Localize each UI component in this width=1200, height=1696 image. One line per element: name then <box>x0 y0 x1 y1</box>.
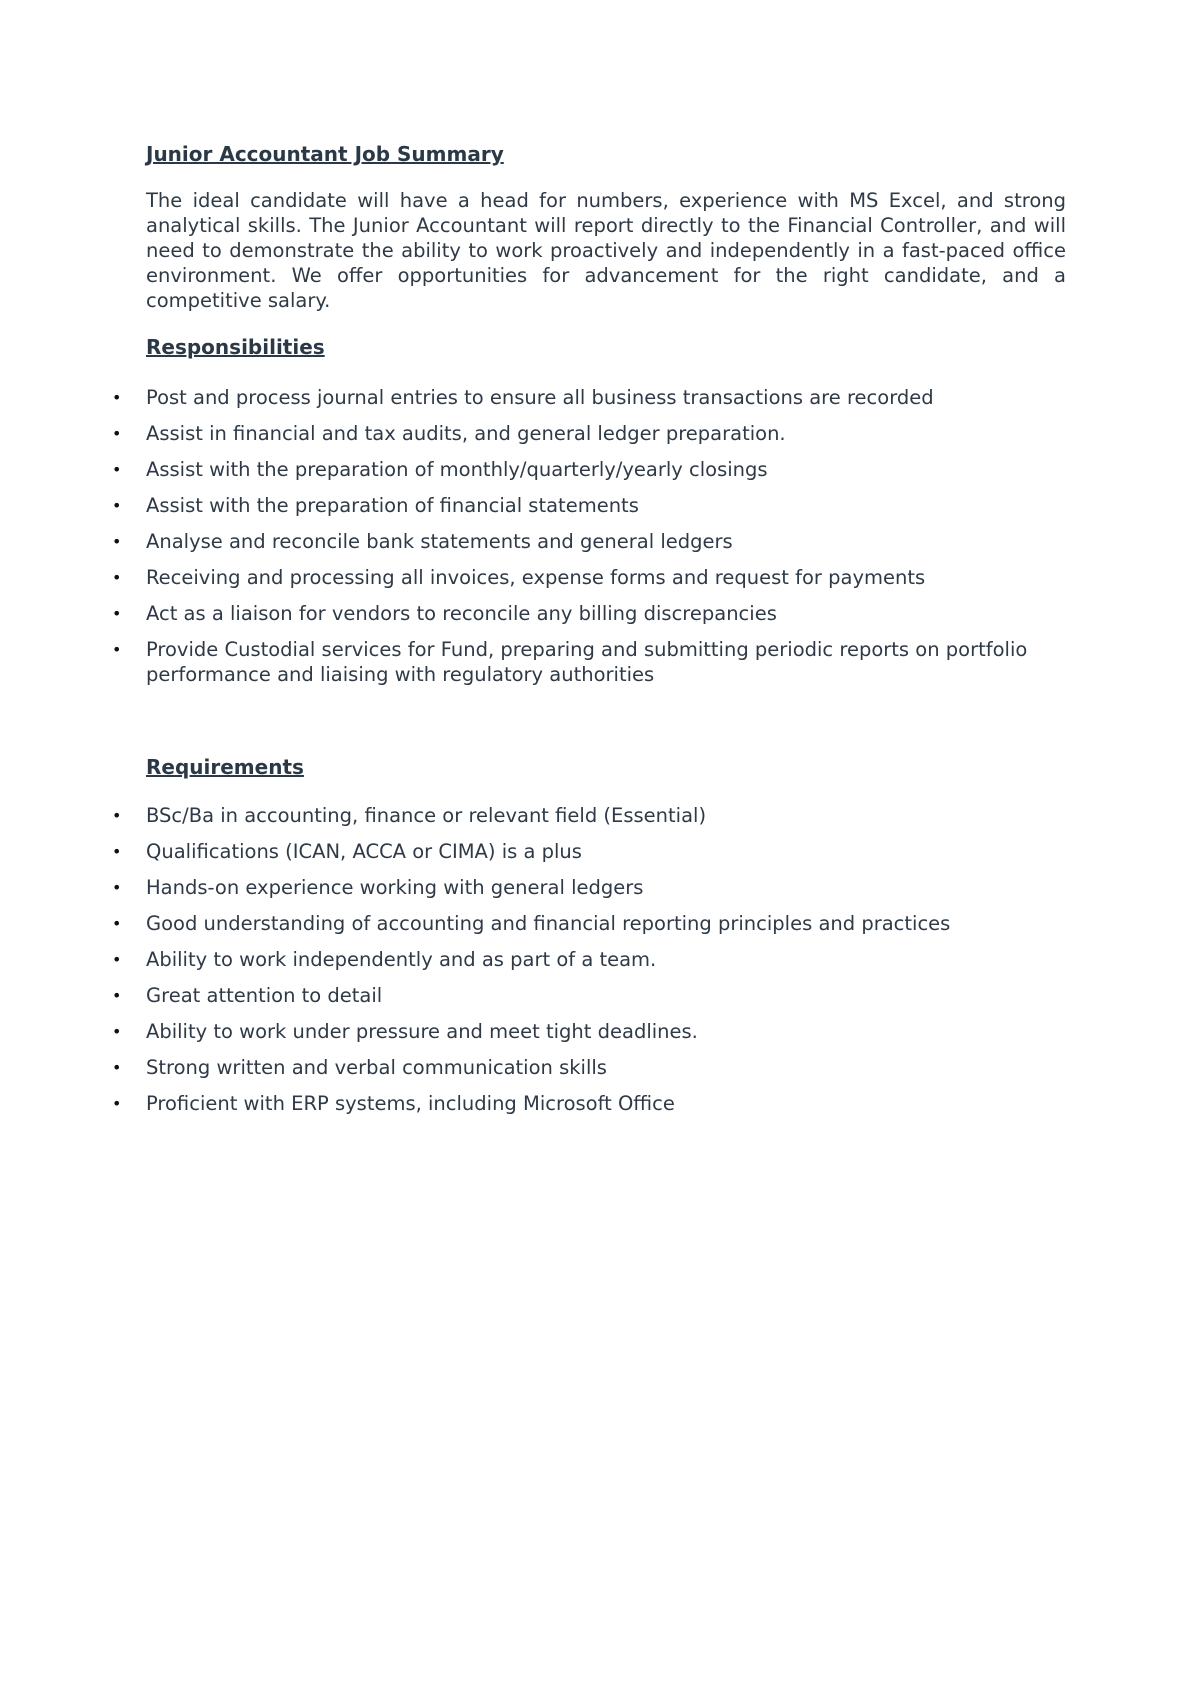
list-item <box>112 529 1066 554</box>
bullet-icon: • <box>112 950 122 969</box>
list-item-text: Assist in financial and tax audits, and general ledger preparation. <box>146 422 786 445</box>
bullet-icon: • <box>112 806 122 825</box>
bullet-icon: • <box>112 914 122 933</box>
list-item <box>112 1055 1066 1080</box>
list-item-text: Ability to work independently and as part of a team. <box>146 948 657 971</box>
responsibilities-list <box>112 385 1066 687</box>
bullet-icon: • <box>112 496 122 515</box>
bullet-icon: • <box>112 842 122 861</box>
bullet-icon: • <box>112 388 122 407</box>
bullet-icon: • <box>112 640 122 659</box>
list-item-text: Qualifications (ICAN, ACCA or CIMA) is a plus <box>146 840 582 863</box>
bullet-icon: • <box>112 604 122 623</box>
list-item-text: BSc/Ba in accounting, finance or relevant field (Essential) <box>146 804 707 827</box>
list-item <box>112 601 1066 626</box>
list-item <box>112 421 1066 446</box>
responsibilities-heading: Responsibilities <box>146 335 325 359</box>
list-item <box>112 947 1066 972</box>
requirements-heading: Requirements <box>146 755 304 779</box>
list-item-text: Provide Custodial services for Fund, preparing and submitting periodic reports on portfolio performance and liaising with regulatory authorities <box>146 638 1028 686</box>
list-item-text: Good understanding of accounting and financial reporting principles and practices <box>146 912 951 935</box>
list-item-text: Great attention to detail <box>146 984 383 1007</box>
requirements-list <box>112 803 1066 1116</box>
list-item <box>112 385 1066 410</box>
document-body <box>112 142 1066 1127</box>
list-item-text: Assist with the preparation of financial statements <box>146 494 639 517</box>
list-item-text: Ability to work under pressure and meet tight deadlines. <box>146 1020 698 1043</box>
list-item-text: Proficient with ERP systems, including Microsoft Office <box>146 1092 675 1115</box>
bullet-icon: • <box>112 878 122 897</box>
bullet-icon: • <box>112 986 122 1005</box>
bullet-icon: • <box>112 1094 122 1113</box>
bullet-icon: • <box>112 532 122 551</box>
list-item-text: Strong written and verbal communication skills <box>146 1056 607 1079</box>
bullet-icon: • <box>112 460 122 479</box>
list-item <box>112 637 1066 687</box>
list-item <box>112 457 1066 482</box>
list-item-text: Analyse and reconcile bank statements and general ledgers <box>146 530 733 553</box>
list-item <box>112 875 1066 900</box>
summary-paragraph: The ideal candidate will have a head for numbers, experience with MS Excel, and strong analytical skills. The Junior Accountant will report directly to the Financial Controller, and will need to demonstrate the ability to work proactively and independently in a fast-paced office environment. We offer opportunities for advancement for the right candidate, and a competitive salary. <box>146 189 1066 312</box>
bullet-icon: • <box>112 424 122 443</box>
list-item <box>112 493 1066 518</box>
list-item <box>112 1091 1066 1116</box>
bullet-icon: • <box>112 1058 122 1077</box>
list-item-text: Post and process journal entries to ensure all business transactions are recorded <box>146 386 934 409</box>
list-item <box>112 1019 1066 1044</box>
bullet-icon: • <box>112 1022 122 1041</box>
summary-heading: Junior Accountant Job Summary <box>146 142 504 166</box>
list-item-text: Receiving and processing all invoices, expense forms and request for payments <box>146 566 926 589</box>
list-item-text: Act as a liaison for vendors to reconcile any billing discrepancies <box>146 602 777 625</box>
list-item-text: Hands-on experience working with general ledgers <box>146 876 644 899</box>
list-item <box>112 911 1066 936</box>
list-item <box>112 983 1066 1008</box>
list-item <box>112 803 1066 828</box>
list-item <box>112 565 1066 590</box>
list-item <box>112 839 1066 864</box>
list-item-text: Assist with the preparation of monthly/quarterly/yearly closings <box>146 458 768 481</box>
bullet-icon: • <box>112 568 122 587</box>
